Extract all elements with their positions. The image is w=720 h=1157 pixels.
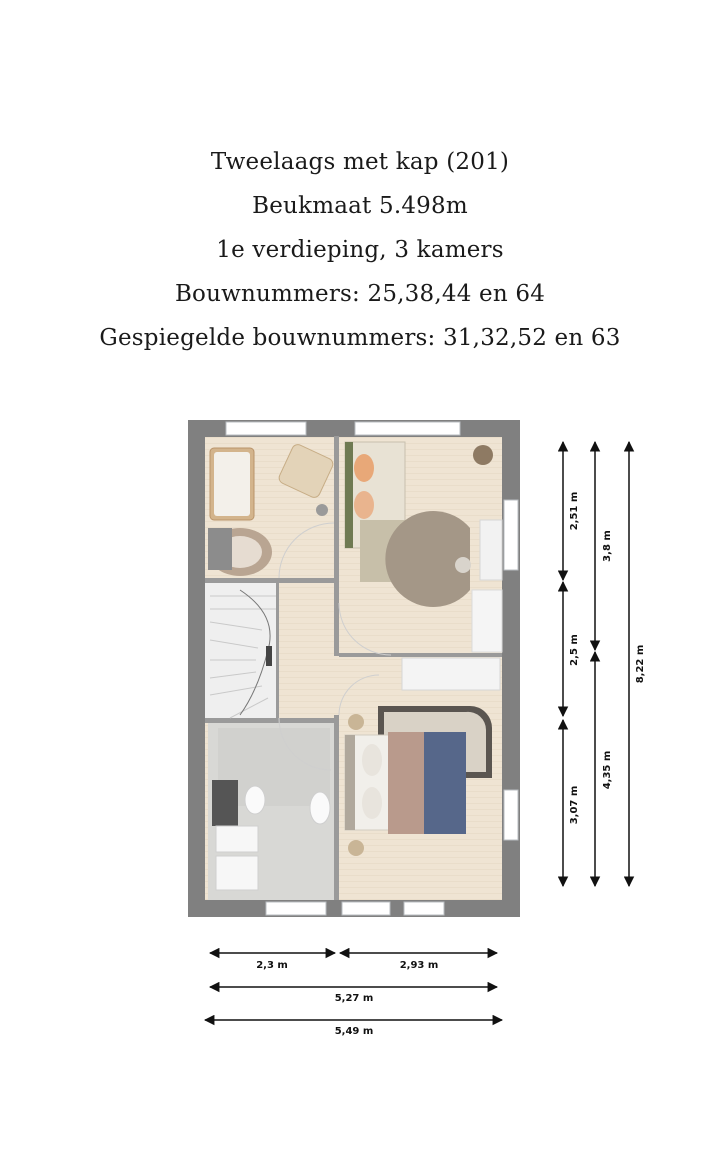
- wall-left: [188, 420, 205, 917]
- dim-label-h-inner-total: 5,27 m: [334, 993, 374, 1004]
- nightstand-lamp-1: [348, 714, 364, 730]
- bed-headboard-master: [345, 735, 355, 830]
- floor-level-text: 1e verdieping, 3 kamers: [216, 237, 504, 263]
- dim-label-v-total: 8,22 m: [635, 644, 646, 684]
- desk: [480, 520, 502, 580]
- horizontal-dimensions: [205, 953, 502, 1020]
- pillow-master-1: [362, 744, 382, 776]
- dim-label-v-2: 2,5 m: [569, 634, 580, 666]
- pillow-master-2: [362, 787, 382, 819]
- plan-title: Tweelaags met kap (201): [210, 149, 510, 175]
- window-bottom-mid: [342, 902, 390, 915]
- toilet: [245, 786, 265, 814]
- vertical-dimension-labels: [569, 492, 646, 825]
- wall-room1-bottom: [205, 578, 334, 583]
- dim-label-v-mid-1: 3,8 m: [602, 530, 613, 562]
- sink: [310, 792, 330, 824]
- duvet-blue: [424, 732, 466, 834]
- wall-bedrooms-divider: [339, 653, 502, 657]
- plant-small: [316, 504, 328, 516]
- dim-label-h-2: 2,93 m: [399, 960, 439, 971]
- wall-vertical-upper: [334, 436, 339, 656]
- wall-vertical-lower: [334, 715, 339, 900]
- wall-stairs-bottom: [205, 718, 334, 723]
- wardrobe-master: [402, 658, 500, 690]
- build-numbers-text: Bouwnummers: 25,38,44 en 64: [174, 281, 546, 307]
- stair-newel: [266, 646, 272, 666]
- mirrored-build-numbers-text: Gespiegelde bouwnummers: 31,32,52 en 63: [99, 325, 621, 351]
- window-top-left: [226, 422, 306, 435]
- dim-label-h-1: 2,3 m: [256, 960, 288, 971]
- dim-label-v-1: 2,51 m: [569, 491, 580, 531]
- desk-chair: [455, 557, 471, 573]
- bay-width-text: Beukmaat 5.498m: [252, 193, 468, 219]
- bed-headboard: [345, 442, 353, 548]
- nightstand-lamp-2: [348, 840, 364, 856]
- dim-label-h-total: 5,49 m: [334, 1026, 374, 1037]
- duvet-pink: [388, 732, 424, 834]
- washer: [216, 826, 258, 852]
- stair-area: [205, 583, 276, 718]
- dim-label-v-3: 3,07 m: [569, 785, 580, 825]
- dryer: [216, 856, 258, 890]
- wall-right: [502, 420, 520, 917]
- pillow-2: [354, 491, 374, 519]
- window-bottom-left: [266, 902, 326, 915]
- staircase: [205, 583, 276, 718]
- window-right-upper: [504, 500, 518, 570]
- changing-table: [208, 528, 232, 570]
- crib-mattress: [214, 452, 250, 516]
- basket: [473, 445, 493, 465]
- wall-stairs-right: [276, 583, 279, 718]
- dim-label-v-mid-2: 4,35 m: [602, 750, 613, 790]
- window-bottom-right: [404, 902, 444, 915]
- bathroom-cabinet: [212, 780, 238, 826]
- pillow-1: [354, 454, 374, 482]
- wardrobe: [472, 590, 502, 652]
- horizontal-dimension-labels: [256, 960, 438, 1037]
- window-top-right: [355, 422, 460, 435]
- window-right-lower: [504, 790, 518, 840]
